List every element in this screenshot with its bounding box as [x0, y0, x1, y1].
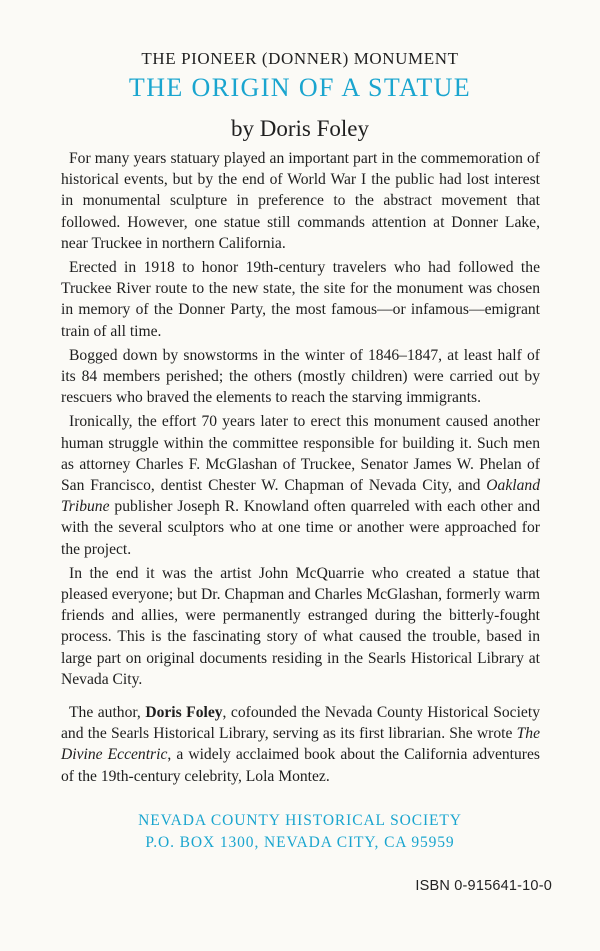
blurb: [61, 148, 540, 790]
paragraph-3: Bogged down by snowstorms in the winter of 1846–1847, at least half of its 84 members perished; the others (mostly children) were carried out by rescuers who braved the elements to reach the starving immigrants.: [61, 346, 540, 407]
newspaper-title: Oakland Tribune: [61, 477, 540, 516]
paragraph-1: For many years statuary played an important part in the commemoration of historical events, but by the end of World War I the public had lost interest in monumental sculpture in preference to the abstract movement that followed. However, one statue still commands attention at Donner Lake, near Truckee in northern California.: [61, 150, 540, 252]
book-title: THE ORIGIN OF A STATUE: [128, 73, 472, 102]
publisher-name: NEVADA COUNTY HISTORICAL SOCIETY: [138, 812, 462, 829]
bio-text-c: , a widely acclaimed book about the California adventures of the 19th-century celebrity, Lola Montez.: [61, 746, 540, 785]
publisher-block: [0, 810, 600, 854]
author-bio: [61, 702, 540, 787]
series-title: THE PIONEER (DONNER) MONUMENT: [141, 49, 459, 68]
author-name: Doris Foley: [145, 704, 223, 722]
paragraph-4-text-b: publisher Joseph R. Knowland often quarreled with each other and with the several sculptors who at one time or another were approached for the project.: [61, 498, 540, 558]
header: [0, 48, 600, 143]
bio-text-b: , cofounded the Nevada County Historical Society and the Searls Historical Library, serving as its first librarian. She wrote: [61, 704, 540, 743]
paragraph-2: Erected in 1918 to honor 19th-century travelers who had followed the Truckee River route to the new state, the site for the monument was chosen in memory of the Donner Party, the most famous—or infamous—emigrant train of all time.: [61, 259, 540, 340]
byline: by Doris Foley: [231, 116, 369, 141]
other-book-title: The Divine Eccentric: [61, 725, 540, 764]
bio-text-a: The author,: [69, 704, 146, 722]
isbn: ISBN 0-915641-10-0: [415, 878, 552, 894]
paragraph-4: [61, 411, 540, 559]
paragraph-5: In the end it was the artist John McQuarrie who created a statue that pleased everyone; but Dr. Chapman and Charles McGlashan, formerly warm friends and allies, were permanently estranged during the bitterly-fought process. This is the fascinating story of what caused the trouble, based in large part on original documents residing in the Searls Historical Library at Nevada City.: [61, 564, 540, 688]
publisher-address: P.O. BOX 1300, NEVADA CITY, CA 95959: [145, 834, 455, 851]
paragraph-4-text-a: Ironically, the effort 70 years later to erect this monument caused another human struggle within the committee responsible for building it. Such men as attorney Charles F. McGlashan of Truckee, Senator James W. Phelan of San Francisco, dentist Chester W. Chapman of Nevada City, and: [61, 413, 540, 495]
